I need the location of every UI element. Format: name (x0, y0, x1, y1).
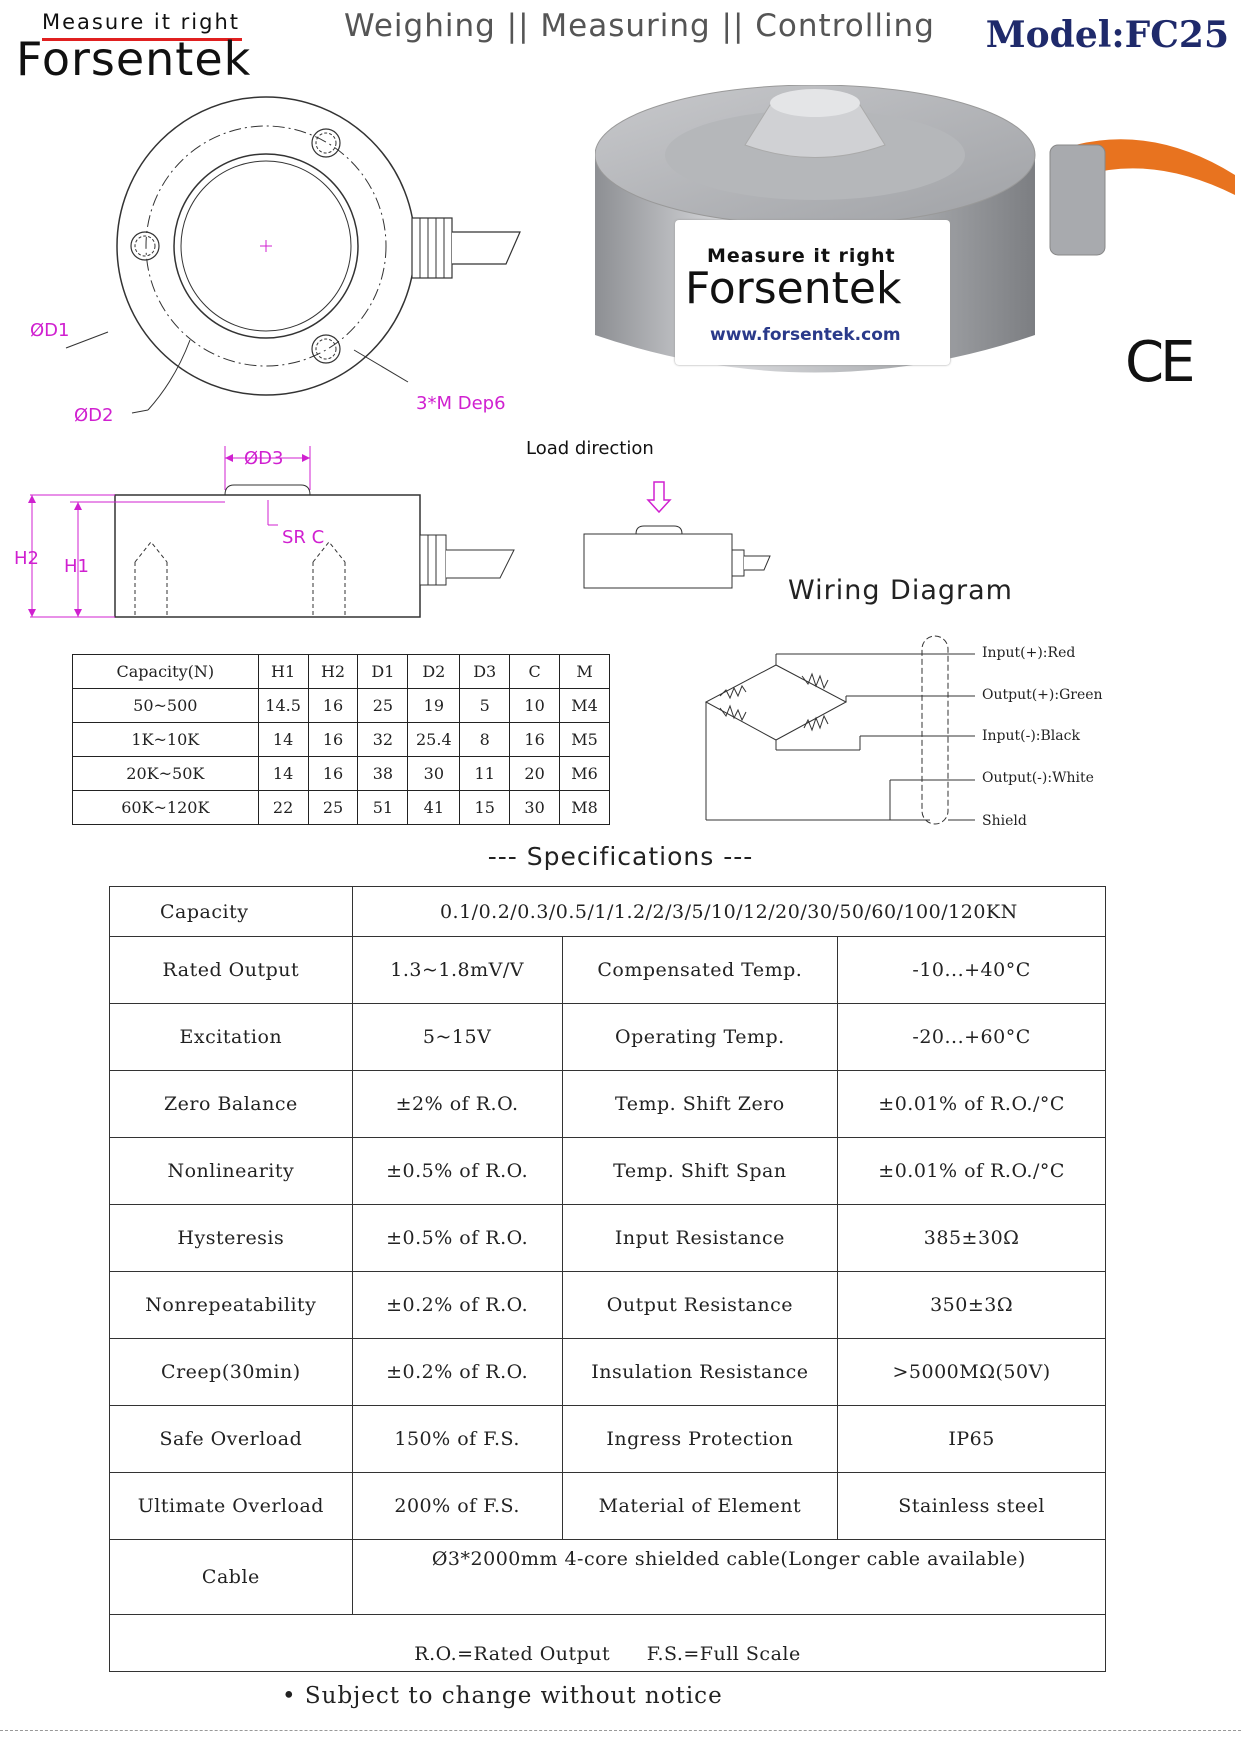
spec-label: Safe Overload (110, 1406, 353, 1473)
spec-value: ±0.5% of R.O. (352, 1138, 562, 1205)
table-header-cell: H1 (258, 655, 308, 689)
table-cell: M8 (560, 791, 610, 825)
spec-label: Material of Element (562, 1473, 838, 1540)
table-cell: 14.5 (258, 689, 308, 723)
spec-value: -20...+60°C (838, 1004, 1106, 1071)
dimensions-header-row (73, 655, 610, 689)
spec-label: Zero Balance (110, 1071, 353, 1138)
spec-label: Nonrepeatability (110, 1272, 353, 1339)
ce-mark: CE (1125, 330, 1192, 395)
table-cell: 19 (408, 689, 460, 723)
header-title: Weighing || Measuring || Controlling (344, 8, 935, 44)
specifications-table (109, 886, 1106, 1672)
table-cell: 5 (460, 689, 510, 723)
spec-label: Capacity (110, 887, 353, 937)
table-cell: 25 (358, 689, 408, 723)
spec-label: Operating Temp. (562, 1004, 838, 1071)
change-notice: • Subject to change without notice (282, 1683, 723, 1709)
table-cell: 20 (510, 757, 560, 791)
spec-footnote (110, 1615, 1106, 1672)
table-cell: 1K~10K (73, 723, 259, 757)
table-cell: 25.4 (408, 723, 460, 757)
table-header-cell: H2 (308, 655, 358, 689)
load-direction-label: Load direction (526, 438, 654, 459)
footnote-full-scale: F.S.=Full Scale (646, 1643, 801, 1665)
table-row (110, 1473, 1106, 1540)
table-cell: 20K~50K (73, 757, 259, 791)
table-cell: 14 (258, 757, 308, 791)
spec-label: Rated Output (110, 937, 353, 1004)
load-direction-drawing (580, 478, 780, 593)
spec-value: ±2% of R.O. (352, 1071, 562, 1138)
spec-row-cable (110, 1540, 1106, 1615)
table-cell: 14 (258, 723, 308, 757)
table-cell: M5 (560, 723, 610, 757)
wire-label-input-pos: Input(+):Red (982, 645, 1076, 661)
spec-value: 150% of F.S. (352, 1406, 562, 1473)
table-row (110, 937, 1106, 1004)
spec-label: Temp. Shift Zero (562, 1071, 838, 1138)
spec-value: ±0.01% of R.O./°C (838, 1071, 1106, 1138)
spec-label: Input Resistance (562, 1205, 838, 1272)
spec-value: IP65 (838, 1406, 1106, 1473)
wire-label-output-pos: Output(+):Green (982, 687, 1103, 703)
table-cell: 16 (510, 723, 560, 757)
table-header-cell: D2 (408, 655, 460, 689)
spec-label: Hysteresis (110, 1205, 353, 1272)
table-row (73, 723, 610, 757)
table-cell: 32 (358, 723, 408, 757)
wiring-diagram (700, 630, 980, 830)
table-header-cell: Capacity(N) (73, 655, 259, 689)
spec-value: Stainless steel (838, 1473, 1106, 1540)
dim-label-d3: ØD3 (244, 448, 284, 469)
specifications-title: --- Specifications --- (487, 842, 754, 871)
table-header-cell: D3 (460, 655, 510, 689)
spec-label: Output Resistance (562, 1272, 838, 1339)
table-row (110, 1272, 1106, 1339)
table-cell: 15 (460, 791, 510, 825)
table-cell: 22 (258, 791, 308, 825)
spec-value: 1.3~1.8mV/V (352, 937, 562, 1004)
spec-value: Ø3*2000mm 4-core shielded cable(Longer cable available) (352, 1540, 1105, 1615)
table-row (110, 1004, 1106, 1071)
wire-label-output-neg: Output(-):White (982, 770, 1094, 786)
table-cell: M4 (560, 689, 610, 723)
model-number: Model:FC25 (985, 14, 1229, 56)
spec-value: ±0.2% of R.O. (352, 1272, 562, 1339)
dim-label-h2: H2 (14, 548, 39, 569)
table-row (110, 1071, 1106, 1138)
spec-value: -10...+40°C (838, 937, 1106, 1004)
logo-tagline: Measure it right (42, 10, 241, 34)
spec-label: Ultimate Overload (110, 1473, 353, 1540)
table-cell: 8 (460, 723, 510, 757)
dim-label-src: SR C (282, 527, 325, 548)
spec-value: ±0.01% of R.O./°C (838, 1138, 1106, 1205)
table-cell: 30 (510, 791, 560, 825)
footnote-rated-output: R.O.=Rated Output (414, 1643, 611, 1665)
spec-value: 350±3Ω (838, 1272, 1106, 1339)
dimensions-table (72, 654, 610, 825)
table-row (110, 1339, 1106, 1406)
spec-value: 200% of F.S. (352, 1473, 562, 1540)
spec-value: >5000MΩ(50V) (838, 1339, 1106, 1406)
product-photo (595, 85, 1240, 415)
dim-label-thread: 3*M Dep6 (416, 393, 506, 414)
table-cell: 16 (308, 723, 358, 757)
table-cell: 30 (408, 757, 460, 791)
spec-value: ±0.2% of R.O. (352, 1339, 562, 1406)
table-cell: 51 (358, 791, 408, 825)
table-cell: 16 (308, 689, 358, 723)
dim-label-d2: ØD2 (74, 405, 114, 426)
table-cell: 16 (308, 757, 358, 791)
table-header-cell: M (560, 655, 610, 689)
table-header-cell: C (510, 655, 560, 689)
photo-label-brand: Forsentek (685, 263, 902, 314)
spec-label: Insulation Resistance (562, 1339, 838, 1406)
spec-label: Temp. Shift Span (562, 1138, 838, 1205)
logo-brand: Forsentek (16, 32, 252, 86)
top-view-drawing (20, 80, 530, 430)
table-row (73, 689, 610, 723)
spec-value: 5~15V (352, 1004, 562, 1071)
spec-row-footnote (110, 1615, 1106, 1672)
table-row (110, 1406, 1106, 1473)
table-cell: 25 (308, 791, 358, 825)
table-cell: 10 (510, 689, 560, 723)
table-cell: 11 (460, 757, 510, 791)
bottom-divider (0, 1730, 1241, 1731)
dim-label-h1: H1 (64, 556, 89, 577)
table-row (73, 757, 610, 791)
spec-row-capacity (110, 887, 1106, 937)
spec-label: Excitation (110, 1004, 353, 1071)
spec-value: ±0.5% of R.O. (352, 1205, 562, 1272)
photo-label-url: www.forsentek.com (710, 325, 901, 345)
dim-label-d1: ØD1 (30, 320, 70, 341)
table-cell: 38 (358, 757, 408, 791)
spec-label: Compensated Temp. (562, 937, 838, 1004)
spec-value: 385±30Ω (838, 1205, 1106, 1272)
photo-label-tagline: Measure it right (707, 245, 896, 267)
table-cell: 60K~120K (73, 791, 259, 825)
spec-label: Nonlinearity (110, 1138, 353, 1205)
table-cell: 50~500 (73, 689, 259, 723)
table-row (73, 791, 610, 825)
spec-label: Ingress Protection (562, 1406, 838, 1473)
spec-value: 0.1/0.2/0.3/0.5/1/1.2/2/3/5/10/12/20/30/50/60/100/120KN (352, 887, 1105, 937)
table-cell: 41 (408, 791, 460, 825)
table-row (110, 1138, 1106, 1205)
table-header-cell: D1 (358, 655, 408, 689)
wiring-diagram-title: Wiring Diagram (788, 575, 1013, 606)
table-cell: M6 (560, 757, 610, 791)
table-row (110, 1205, 1106, 1272)
spec-label: Creep(30min) (110, 1339, 353, 1406)
wire-label-input-neg: Input(-):Black (982, 728, 1080, 744)
spec-label: Cable (110, 1540, 353, 1615)
wire-label-shield: Shield (982, 813, 1027, 829)
